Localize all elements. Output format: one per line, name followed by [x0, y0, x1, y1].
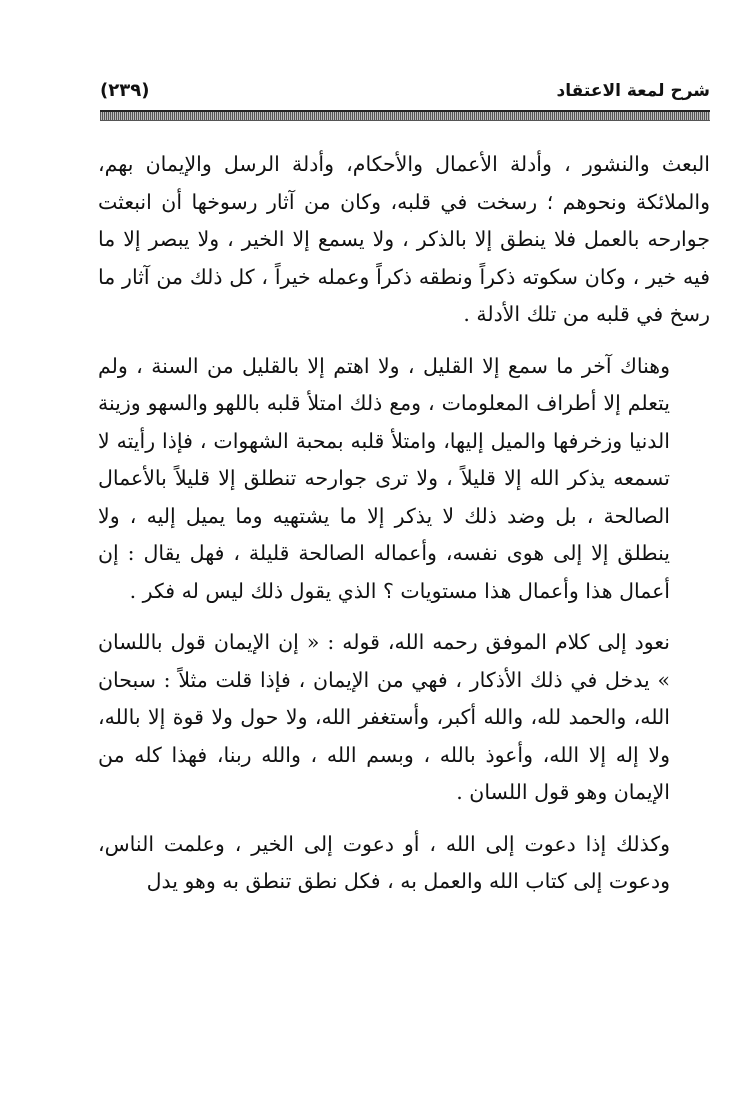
paragraph-gap	[98, 812, 710, 826]
body-text	[98, 146, 710, 901]
paragraph-3: نعود إلى كلام الموفق رحمه الله، قوله : « إن الإيمان قول باللسان » يدخل في ذلك الأذكار ، فهي من الإيمان ، فإذا قلت مثلاً : سبحان الله، والحمد لله، والله أكبر، وأستغفر الله، ولا حول ولا قوة إلا بالله، ولا إله إلا الله، وأعوذ بالله ، وبسم الله ، والله ربنا، فهذا كله من الإيمان وهو قول اللسان .	[98, 630, 670, 804]
header-title: شرح لمعة الاعتقاد	[556, 81, 710, 101]
running-header	[100, 78, 710, 108]
header-rule	[100, 110, 710, 121]
paragraph-4: وكذلك إذا دعوت إلى الله ، أو دعوت إلى الخير ، وعلمت الناس، ودعوت إلى كتاب الله والعمل به ، فكل نطق تنطق به وهو يدل	[98, 831, 670, 893]
paragraph-1: البعث والنشور ، وأدلة الأعمال والأحكام، وأدلة الرسل والإيمان بهم، والملائكة ونحوهم ؛ رسخت في قلبه، وكان من آثار رسوخها أن انبعثت جوارحه بالعمل فلا ينطق إلا بالذكر ، ولا يسمع إلا الخير ، ولا يبصر إلا ما فيه خير ، وكان سكوته ذكراً ونطقه ذكراً وعمله خيراً ، كل ذلك من آثار ما رسخ في قلبه من تلك الأدلة .	[98, 152, 710, 326]
paragraph-gap	[98, 334, 710, 348]
paragraph-gap	[98, 610, 710, 624]
page-number: (٢٣٩)	[100, 80, 150, 101]
paragraph-2: وهناك آخر ما سمع إلا القليل ، ولا اهتم إلا بالقليل من السنة ، ولم يتعلم إلا أطراف المعلومات ، ومع ذلك امتلأ قلبه باللهو والسهو وزينة الدنيا وزخرفها والميل إليها، وامتلأ قلبه بمحبة الشهوات ، فإذا رأيته لا تسمعه يذكر الله إلا قليلاً ، ولا ترى جوارحه تنطلق إلا قليلاً بالأعمال الصالحة ، بل وضد ذلك لا يذكر إلا ما يشتهيه وما يميل إليه ، ولا ينطلق إلا إلى هوى نفسه، وأعماله الصالحة قليلة ، فهل يقال : إن أعمال هذا وأعمال هذا مستويات ؟ الذي يقول ذلك ليس له فكر .	[98, 353, 670, 603]
